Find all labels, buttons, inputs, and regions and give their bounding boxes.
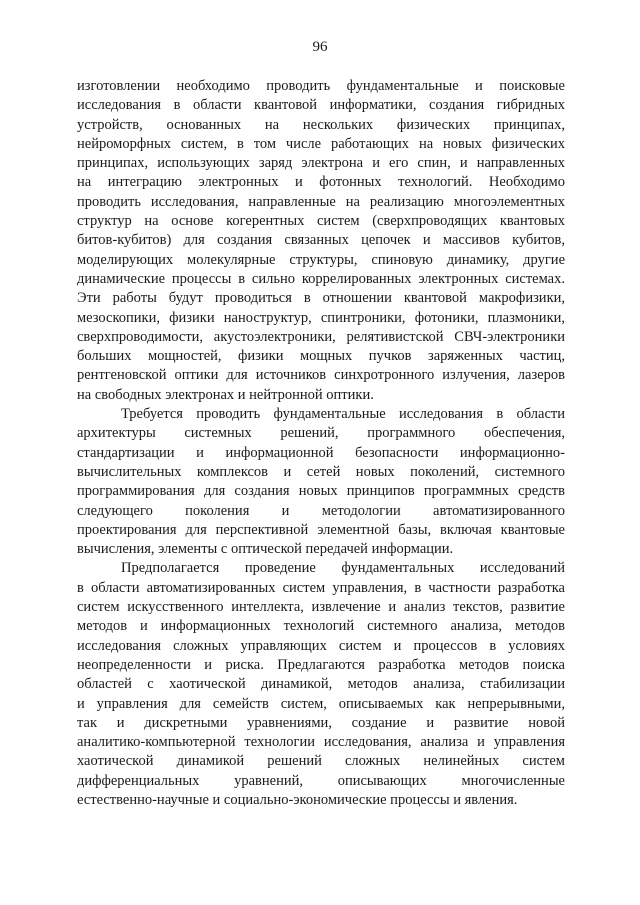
text-line: нейроморфных систем, в том числе работающих на новых физических [77, 135, 565, 152]
text-line: битов-кубитов) для создания связанных цепочек и массивов кубитов, [77, 232, 565, 249]
text-line: стандартизации и информационной безопасности информационно- [77, 444, 565, 461]
text-line: принципах, использующих заряд электрона и его спин, и направленных [77, 155, 565, 172]
text-line: моделирующих молекулярные структуры, спиновую динамику, другие [77, 251, 565, 268]
text-line: мезоскопики, физики наноструктур, спинтроники, фотоники, плазмоники, [77, 309, 565, 326]
text-line: изготовлении необходимо проводить фундаментальные и поисковые [77, 78, 565, 94]
text-line: Предполагается проведение фундаментальных исследований [121, 560, 565, 577]
paragraph-3 [77, 559, 565, 810]
text-line: Требуется проводить фундаментальные исследования в области [121, 406, 565, 423]
page-number: 96 [312, 39, 328, 55]
text-line: проектирования для перспективной элементной базы, включая квантовые [77, 521, 565, 538]
text-line: аналитико-компьютерной технологии исследования, анализа и управления [77, 734, 565, 751]
text-line: динамические процессы в сильно коррелированных электронных системах. [77, 270, 565, 287]
text-line: структур на основе когерентных систем (сверхпроводящих квантовых [77, 213, 565, 230]
text-line: следующего поколения и методологии автоматизированного [77, 502, 565, 519]
text-line: неопределенности и риска. Предлагаются разработка методов поиска [77, 656, 565, 673]
text-line: систем искусственного интеллекта, извлечение и анализ текстов, развитие [77, 599, 565, 616]
text-line: вычисления, элементы с оптической передачей информации. [77, 541, 454, 558]
paragraph-1 [77, 77, 565, 405]
text-line: больших мощностей, физики мощных пучков заряженных частиц, [77, 348, 565, 365]
text-line: архитектуры системных решений, программного обеспечения, [77, 425, 565, 442]
text-line: вычислительных комплексов и сетей новых поколений, системного [77, 463, 565, 480]
document-body [77, 77, 565, 810]
text-line: так и дискретными уравнениями, создание и развитие новой [77, 714, 565, 731]
text-line: областей с хаотической динамикой, методов анализа, стабилизации [77, 676, 565, 693]
text-line: на свободных электронах и нейтронной оптики. [77, 386, 374, 403]
text-line: программирования для создания новых принципов программных средств [77, 483, 565, 500]
text-line: методов и информационных технологий системного анализа, методов [77, 618, 565, 635]
text-line: естественно-научные и социально-экономические процессы и явления. [77, 791, 518, 808]
text-line: сверхпроводимости, акустоэлектроники, релятивистской СВЧ-электроники [77, 328, 565, 345]
text-line: хаотической динамикой решений сложных нелинейных систем [77, 753, 565, 770]
text-line: проводить исследования, направленные на реализацию многоэлементных [77, 193, 565, 210]
text-line: Эти работы будут проводиться в отношении квантовой макрофизики, [77, 290, 565, 307]
text-line: дифференциальных уравнений, описывающих многочисленные [77, 772, 565, 789]
text-line: рентгеновской оптики для источников синхротронного излучения, лазеров [77, 367, 565, 384]
text-line: исследования сложных управляющих систем и процессов в условиях [77, 637, 565, 654]
paragraph-2 [77, 405, 565, 559]
text-line: в области автоматизированных систем управления, в частности разработка [77, 579, 565, 596]
text-line: на интеграцию электронных и фотонных технологий. Необходимо [77, 174, 565, 191]
text-line: исследования в области квантовой информатики, создания гибридных [77, 97, 565, 114]
text-line: устройств, основанных на нескольких физических принципах, [77, 116, 565, 133]
text-line: и управления для семейств систем, описываемых как непрерывными, [77, 695, 565, 712]
